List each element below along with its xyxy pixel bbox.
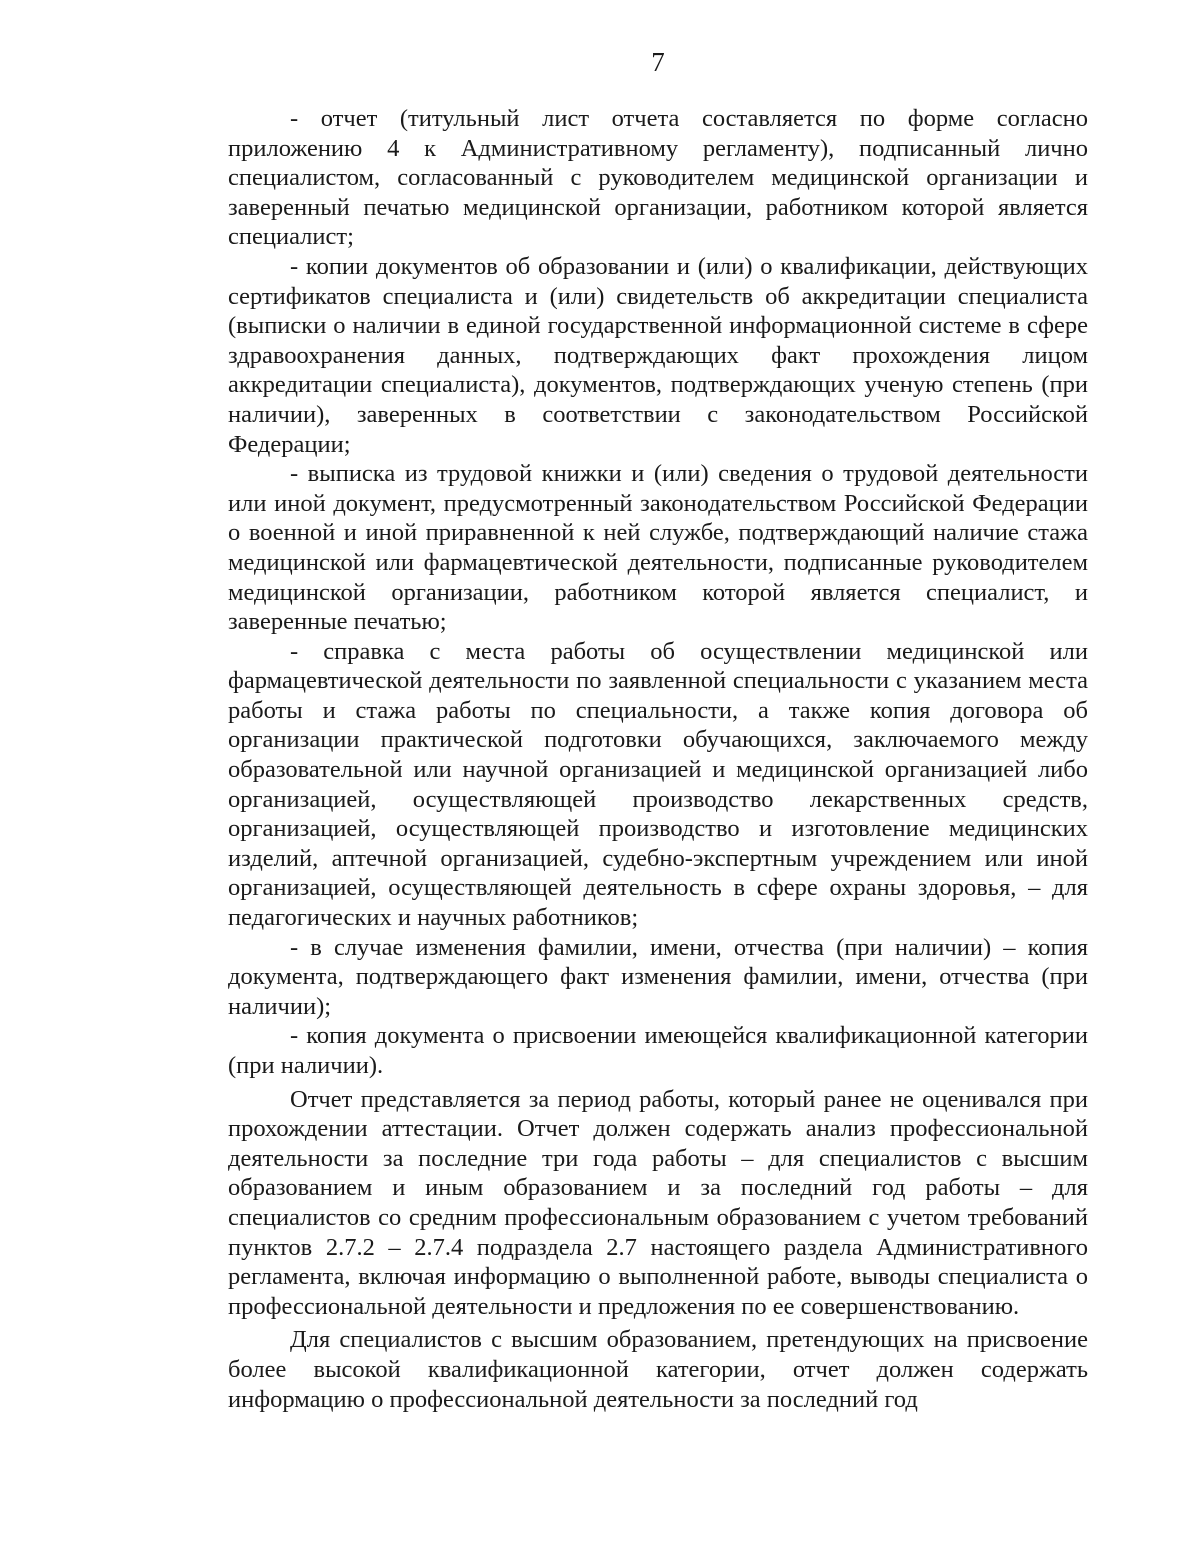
paragraph-report-period: Отчет представляется за период работы, который ранее не оценивался при прохождении аттестации. Отчет должен содержать анализ профессиональной деятельности за последние три года работы – для специалистов с высшим образованием и иным образованием и за последний год работы – для специалистов со средним профессиональным образованием с учетом требований пунктов 2.7.2 – 2.7.4 подраздела 2.7 настоящего раздела Административного регламента, включая информацию о выполненной работе, выводы специалиста о профессиональной деятельности и предложения по ее совершенствованию. [228, 1085, 1088, 1320]
page-number: 7 [651, 47, 665, 77]
paragraph-workplace-certificate: - справка с места работы об осуществлении медицинской или фармацевтической деятельности по заявленной специальности с указанием места работы и стажа работы по специальности, а также копия договора об организации практической подготовки обучающихся, заключаемого между образовательной или научной организацией и медицинской организацией либо организацией, осуществляющей производство лекарственных средств, организацией, осуществляющей производство и изготовление медицинских изделий, аптечной организацией, судебно-экспертным учреждением или иной организацией, осуществляющей деятельность в сфере охраны здоровья, – для педагогических и научных работников; [228, 637, 1088, 932]
document-body [228, 104, 1088, 1414]
paragraph-employment-record: - выписка из трудовой книжки и (или) сведения о трудовой деятельности или иной документ, предусмотренный законодательством Российской Федерации о военной и иной приравненной к ней службе, подтверждающий наличие стажа медицинской или фармацевтической деятельности, подписанные руководителем медицинской организации, работником которой является специалист, и заверенные печатью; [228, 460, 1088, 636]
paragraph-education-copies: - копии документов об образовании и (или) о квалификации, действующих сертификатов специалиста и (или) свидетельств об аккредитации специалиста (выписки о наличии в единой государственной информационной системе в сфере здравоохранения данных, подтверждающих факт прохождения лицом аккредитации специалиста), документов, подтверждающих ученую степень (при наличии), заверенных в соответствии с законодательством Российской Федерации; [228, 252, 1088, 458]
paragraph-report: - отчет (титульный лист отчета составляется по форме согласно приложению 4 к Административному регламенту), подписанный лично специалистом, согласованный с руководителем медицинской организации и заверенный печатью медицинской организации, работником которой является специалист; [228, 105, 1088, 251]
paragraph-higher-category: Для специалистов с высшим образованием, претендующих на присвоение более высокой квалификационной категории, отчет должен содержать информацию о профессиональной деятельности за последний год [228, 1326, 1088, 1413]
paragraph-category-copy: - копия документа о присвоении имеющейся квалификационной категории (при наличии). [228, 1022, 1088, 1079]
paragraph-name-change: - в случае изменения фамилии, имени, отчества (при наличии) – копия документа, подтверждающего факт изменения фамилии, имени, отчества (при наличии); [228, 933, 1088, 1020]
